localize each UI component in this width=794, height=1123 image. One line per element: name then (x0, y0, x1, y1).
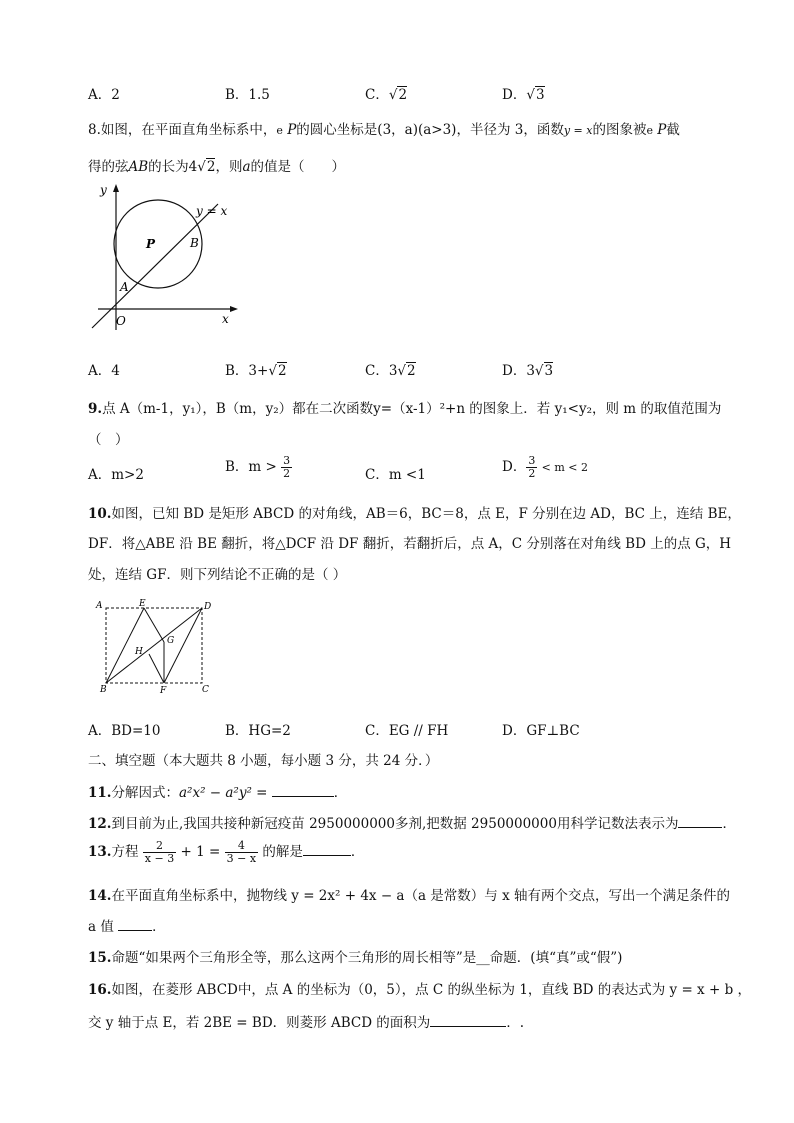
q9-line1: 9.点 A（m-1，y₁），B（m，y₂）都在二次函数y=（x-1）²+n 的图象上．若 y₁<y₂，则 m 的取值范围为 (88, 401, 722, 417)
q14-line1: 14.在平面直角坐标系中，抛物线 y = 2x² + 4x − a（a 是常数）与 x 轴有两个交点，写出一个满足条件的 (88, 888, 731, 904)
q9-option-d: D． $\frac{3}{2}$ < m < 2 (502, 454, 588, 480)
label-y: y (100, 183, 107, 197)
q14-blank[interactable] (118, 930, 152, 931)
q10-option-c: C．EG // FH (365, 723, 449, 739)
q10-figure (92, 596, 222, 696)
q9-option-a: A．m>2 (88, 467, 144, 483)
q9-option-c: C．m <1 (365, 467, 426, 483)
q9-line2: （ ） (88, 432, 129, 448)
label-o: O (116, 314, 126, 328)
segment-fh (149, 654, 164, 683)
label-a: A (120, 280, 129, 294)
y-axis-arrow (113, 184, 119, 192)
q7-option-d: D．√3 (502, 87, 545, 103)
q10-line1: 10.如图，已知 BD 是矩形 ABCD 的对角线，AB＝6，BC＝8，点 E，F 分别在边 AD，BC 上，连结 BE， (88, 506, 741, 522)
label-x: x (222, 312, 229, 326)
q8-line1: 8.如图，在平面直角坐标系中，e P的圆心坐标是(3，a)(a>3)，半径为 3，函数y = x的图象被e P截 (88, 122, 680, 138)
q13-line: 13.方程 $\frac{2}{x - 3}$ + 1 = $\frac{4}{3 - x}$ 的解是 ． (88, 839, 365, 865)
q12-blank[interactable] (678, 827, 722, 828)
q16-blank[interactable] (430, 1026, 506, 1027)
q10-line2: DF．将△ABE 沿 BE 翻折，将△DCF 沿 DF 翻折，若翻折后，点 A，C 分别落在对角线 BD 上的点 G，H (88, 536, 732, 552)
q10-option-a: A．BD=10 (88, 723, 161, 739)
q7-option-c: C．√2 (365, 87, 408, 103)
q9-option-b: B．m > $\frac{3}{2}$ (225, 454, 291, 480)
q13-blank[interactable] (303, 855, 351, 856)
label-b: B (190, 236, 199, 250)
circle-p (114, 200, 202, 288)
q8-option-a: A．4 (88, 363, 120, 379)
q8-line2: 得的弦AB的长为4√2，则a的值是（ ） (88, 159, 346, 175)
label-f: F (160, 686, 167, 696)
label-a: A (96, 601, 103, 611)
q10-option-d: D．GF⊥BC (502, 723, 580, 739)
label-g: G (167, 636, 175, 646)
label-d: D (204, 602, 212, 612)
diagonal-bd (106, 608, 202, 683)
label-e: E (139, 599, 146, 609)
label-h: H (135, 647, 143, 657)
q8-figure (88, 180, 258, 340)
q7-option-b: B．1.5 (225, 87, 270, 103)
q14-line2: a 值 ． (88, 919, 166, 935)
q11-line: 11.分解因式：a²x² − a²y² = ． (88, 785, 348, 801)
q11-blank[interactable] (272, 796, 334, 797)
q10-option-b: B．HG=2 (225, 723, 291, 739)
label-line: y = x (196, 204, 228, 218)
segment-eg (144, 608, 164, 642)
x-axis-arrow (230, 306, 238, 312)
q8-option-c: C．3√2 (365, 363, 416, 379)
q8-option-b: B．3+√2 (225, 363, 287, 379)
q15-line: 15.命题“如果两个三角形全等，那么这两个三角形的周长相等”是__命题．(填“真”或“假”) (88, 950, 623, 966)
label-p: P (146, 237, 156, 251)
q8-option-d: D．3√3 (502, 363, 554, 379)
section-heading: 二、填空题（本大题共 8 小题，每小题 3 分，共 24 分．） (88, 753, 439, 769)
q7-option-a: A．2 (88, 87, 120, 103)
label-b: B (100, 685, 107, 695)
q10-line3: 处，连结 GF．则下列结论不正确的是（ ） (88, 567, 347, 583)
label-c: C (202, 685, 209, 695)
q12-line: 12.到目前为止,我国共接种新冠疫苗 2950000000多剂,把数据 2950000000用科学记数法表示为 ． (88, 816, 736, 832)
segment-be (106, 608, 144, 683)
q16-line1: 16.如图，在菱形 ABCD中，点 A 的坐标为（0，5），点 C 的纵坐标为 1，直线 BD 的表达式为 y = x + b ， (88, 982, 751, 998)
q16-line2: 交 y 轴于点 E，若 2BE = BD．则菱形 ABCD 的面积为 ．. (88, 1015, 525, 1031)
